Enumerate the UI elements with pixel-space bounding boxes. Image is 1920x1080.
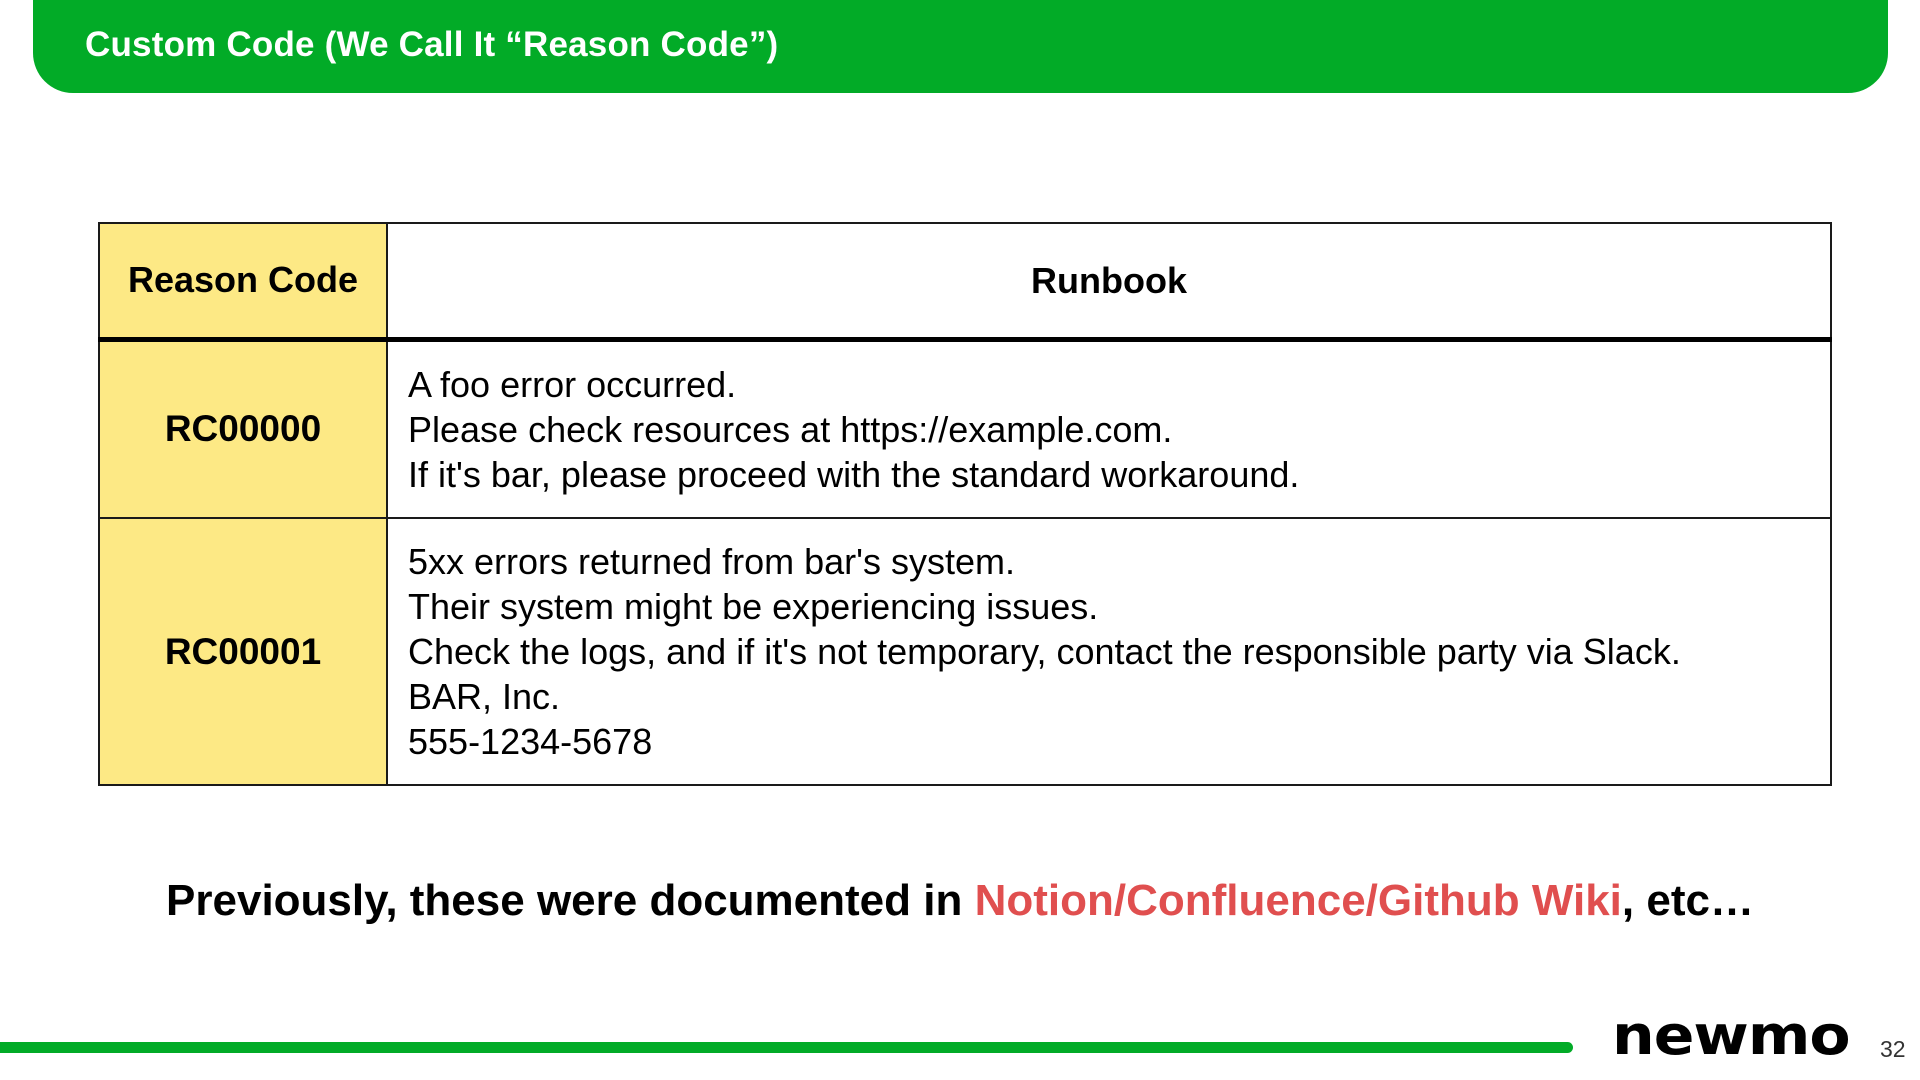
table-row bbox=[99, 339, 1831, 518]
reason-code-cell: RC00000 bbox=[99, 339, 387, 518]
header-banner bbox=[33, 0, 1888, 93]
slide-title: Custom Code (We Call It “Reason Code”) bbox=[85, 24, 779, 64]
newmo-logo: newmo bbox=[1612, 1004, 1850, 1068]
runbook-cell bbox=[387, 339, 1831, 518]
table-header-row bbox=[99, 223, 1831, 339]
runbook-line: 555-1234-5678 bbox=[408, 721, 653, 762]
footer-accent-line bbox=[0, 1042, 1573, 1053]
runbook-line: If it's bar, please proceed with the standard workaround. bbox=[408, 453, 1300, 495]
summary-statement bbox=[0, 876, 1920, 926]
column-header-reason-code: Reason Code bbox=[99, 223, 387, 339]
runbook-line: Check the logs, and if it's not temporary, contact the responsible party via Slack. bbox=[408, 631, 1681, 672]
page-number: 32 bbox=[1880, 1036, 1906, 1062]
statement-prefix: Previously, these were documented in bbox=[166, 876, 975, 925]
runbook-line: A foo error occurred. bbox=[408, 363, 737, 405]
statement-suffix: , etc… bbox=[1621, 876, 1754, 925]
statement-highlight: Notion/Confluence/Github Wiki bbox=[974, 876, 1622, 925]
runbook-line: BAR, Inc. bbox=[408, 676, 561, 717]
runbook-line: Their system might be experiencing issues. bbox=[408, 586, 1099, 627]
runbook-line: Please check resources at https://example.com. bbox=[408, 408, 1173, 450]
runbook-cell bbox=[387, 518, 1831, 785]
reason-code-table bbox=[98, 222, 1832, 786]
table-row bbox=[99, 518, 1831, 785]
column-header-runbook: Runbook bbox=[387, 223, 1831, 339]
runbook-line: 5xx errors returned from bar's system. bbox=[408, 541, 1016, 582]
reason-code-cell: RC00001 bbox=[99, 518, 387, 785]
